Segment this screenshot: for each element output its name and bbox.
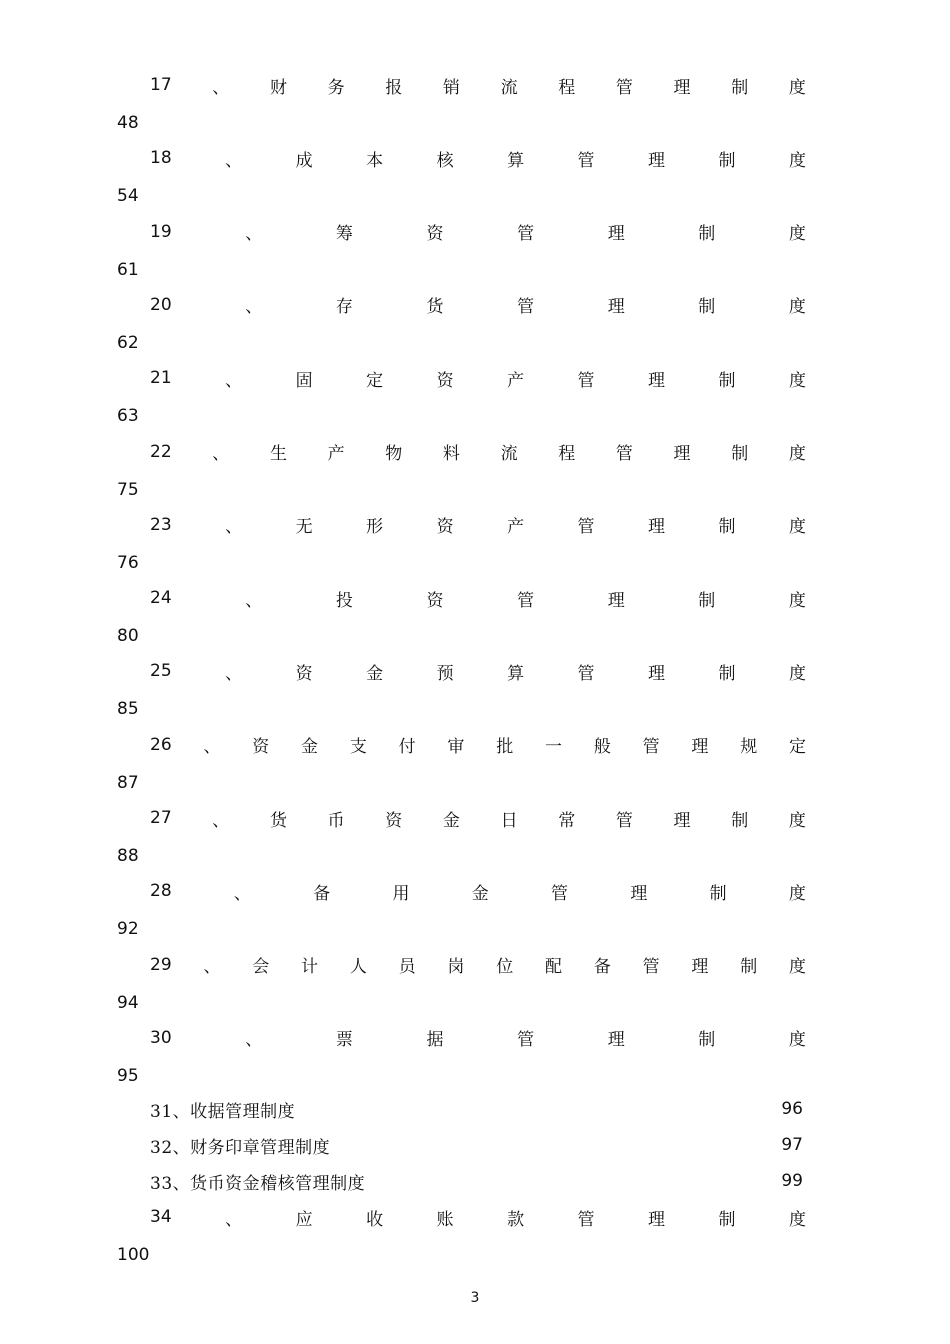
toc-entry-title-char: 务 bbox=[327, 77, 345, 98]
toc-entry-title-char: 产 bbox=[507, 370, 525, 391]
toc-entry-number: 26 bbox=[150, 734, 172, 755]
toc-entry-title-char: 报 bbox=[385, 77, 403, 98]
toc-entry-title: 33、货币资金稽核管理制度 bbox=[150, 1173, 366, 1194]
toc-entry-title-char: 度 bbox=[788, 444, 806, 464]
toc-entry-title-char: 岗 bbox=[447, 957, 465, 978]
toc-entry-title-char: 制 bbox=[698, 1030, 716, 1051]
toc-entry-title-char: 流 bbox=[500, 444, 518, 464]
toc-entry-title-char: 理 bbox=[607, 224, 625, 245]
toc-entry-page-number: 100 bbox=[117, 1245, 150, 1265]
toc-entry-page-number: 92 bbox=[117, 919, 139, 940]
toc-entry-title-char: 人 bbox=[349, 957, 367, 978]
toc-entry-title-char: 度 bbox=[789, 150, 806, 171]
toc-entry-title-char: 理 bbox=[673, 810, 691, 831]
toc-entry-number: 30 bbox=[150, 1027, 172, 1048]
toc-entry-title-char: 审 bbox=[447, 737, 465, 758]
toc-entry-title-char: 程 bbox=[558, 444, 576, 464]
toc-entry-title: 31、收据管理制度 bbox=[150, 1101, 296, 1122]
toc-entry-title-char: 核 bbox=[436, 150, 454, 171]
toc-entry-title-char: 度 bbox=[788, 297, 806, 318]
toc-entry-title-char: 制 bbox=[718, 663, 736, 684]
toc-entry-page-number: 88 bbox=[117, 846, 139, 866]
toc-entry-title-char: 收 bbox=[366, 1209, 384, 1230]
toc-entry-title-char: 理 bbox=[673, 444, 691, 464]
toc-entry-separator: 、 bbox=[233, 883, 251, 904]
toc-entry-title-char: 理 bbox=[691, 957, 709, 978]
toc-entry-title-char: 理 bbox=[607, 1030, 625, 1051]
toc-entry-title-char: 制 bbox=[731, 810, 749, 831]
toc-entry-title-char: 资 bbox=[385, 810, 403, 831]
toc-entry-title-char: 用 bbox=[392, 883, 410, 904]
toc-entry-title-char: 筹 bbox=[335, 224, 353, 245]
toc-entry-title-char: 定 bbox=[366, 370, 384, 391]
toc-entry-title-char: 度 bbox=[788, 590, 806, 611]
toc-entry-title-char: 生 bbox=[269, 444, 287, 464]
toc-entry-page-number: 75 bbox=[117, 479, 139, 500]
toc-entry-title-char: 管 bbox=[517, 297, 535, 318]
toc-entry-title-char: 会 bbox=[252, 957, 270, 978]
toc-entry-title-char: 度 bbox=[789, 663, 806, 684]
toc-entry-title-char: 金 bbox=[442, 810, 460, 831]
toc-entry-title-char: 金 bbox=[366, 663, 384, 684]
toc-entry-title-char: 管 bbox=[517, 1030, 535, 1051]
toc-entry-page-number: 63 bbox=[117, 406, 139, 427]
toc-entry-title-line bbox=[150, 146, 806, 170]
toc-entry-page-number: 87 bbox=[117, 772, 139, 793]
toc-entry-title-char: 资 bbox=[436, 370, 454, 391]
toc-entry-title-char: 支 bbox=[349, 737, 367, 758]
toc-entry-title-char: 付 bbox=[398, 737, 416, 758]
toc-entry-title-char: 资 bbox=[252, 737, 270, 758]
toc-entry-title-char: 制 bbox=[698, 297, 716, 318]
toc-entry-separator: 、 bbox=[225, 663, 243, 684]
toc-entry-title-char: 管 bbox=[615, 444, 633, 464]
toc-entry[interactable] bbox=[150, 1133, 806, 1157]
toc-entry-title-char: 固 bbox=[295, 370, 313, 391]
toc-entry-title-line bbox=[150, 733, 806, 757]
toc-entry-separator: 、 bbox=[225, 517, 243, 538]
toc-entry-title-char: 产 bbox=[327, 444, 345, 464]
toc-entry-title-char: 管 bbox=[517, 224, 535, 245]
toc-entry-title-char: 规 bbox=[740, 737, 758, 758]
toc-entry-title-line bbox=[150, 806, 806, 830]
toc-entry-title-char: 预 bbox=[436, 663, 454, 684]
toc-entry-title-char: 理 bbox=[630, 883, 648, 904]
toc-entry-title-char: 管 bbox=[577, 663, 595, 684]
toc-entry-title-line bbox=[150, 953, 806, 977]
toc-entry-title-char: 般 bbox=[593, 737, 611, 758]
toc-entry-title-char: 批 bbox=[496, 737, 514, 758]
toc-entry-title-char: 度 bbox=[788, 1030, 806, 1051]
toc-entry-title-char: 制 bbox=[718, 150, 736, 171]
toc-entry-page-number: 95 bbox=[117, 1065, 139, 1086]
toc-entry-title-char: 制 bbox=[709, 883, 727, 904]
toc-entry-number: 17 bbox=[150, 75, 172, 95]
toc-entry-number: 21 bbox=[150, 368, 172, 389]
toc-entry-title-char: 制 bbox=[718, 1209, 736, 1230]
toc-entry-title-line bbox=[150, 73, 806, 97]
toc-entry-title-char: 一 bbox=[545, 737, 563, 758]
toc-entry-title-char: 管 bbox=[642, 957, 660, 978]
toc-entry-title-char: 定 bbox=[789, 737, 806, 758]
toc-entry-number: 19 bbox=[150, 221, 172, 242]
toc-entry[interactable] bbox=[150, 1097, 806, 1121]
toc-entry-number: 27 bbox=[150, 808, 172, 828]
toc-entry-title-line bbox=[150, 659, 806, 683]
toc-entry-separator: 、 bbox=[245, 224, 263, 245]
toc-entry[interactable] bbox=[150, 1169, 806, 1193]
toc-entry-separator: 、 bbox=[212, 810, 230, 831]
toc-entry-title-char: 度 bbox=[788, 77, 806, 98]
toc-entry-title-char: 配 bbox=[545, 957, 563, 978]
toc-entry-title-char: 理 bbox=[607, 297, 625, 318]
toc-entry-page-number: 85 bbox=[117, 699, 139, 720]
toc-entry-title-char: 备 bbox=[593, 957, 611, 978]
page-footer-number: 3 bbox=[470, 1290, 480, 1306]
toc-entry-title-char: 款 bbox=[507, 1209, 525, 1230]
toc-entry-title-char: 账 bbox=[436, 1209, 454, 1230]
toc-entry-title-char: 物 bbox=[385, 444, 403, 464]
toc-entry-number: 24 bbox=[150, 588, 172, 609]
toc-entry-title-char: 理 bbox=[648, 663, 666, 684]
toc-entry-title-char: 资 bbox=[426, 224, 444, 245]
toc-entry-title-char: 财 bbox=[269, 77, 287, 98]
toc-entry-title-char: 管 bbox=[577, 150, 595, 171]
toc-entry-title-char: 本 bbox=[366, 150, 384, 171]
toc-entry-title-char: 制 bbox=[731, 444, 749, 464]
toc-entry-title-char: 币 bbox=[327, 810, 345, 831]
toc-entry-title-char: 管 bbox=[642, 737, 660, 758]
toc-entry-title-char: 资 bbox=[295, 663, 313, 684]
toc-entry-title-char: 成 bbox=[295, 150, 313, 171]
toc-entry-title-line bbox=[150, 440, 806, 464]
toc-entry-title-char: 无 bbox=[295, 517, 313, 538]
toc-entry-title-char: 资 bbox=[426, 590, 444, 611]
toc-entry-page-number: 80 bbox=[117, 626, 139, 647]
toc-entry-title-char: 制 bbox=[740, 957, 758, 978]
toc-entry-title-char: 算 bbox=[507, 663, 525, 684]
toc-entry-title-char: 管 bbox=[577, 370, 595, 391]
toc-entry-separator: 、 bbox=[225, 150, 243, 171]
toc-entry-separator: 、 bbox=[212, 77, 230, 98]
toc-entry-title-char: 理 bbox=[691, 737, 709, 758]
toc-entry-page-number: 54 bbox=[117, 186, 139, 207]
toc-entry-title-char: 制 bbox=[718, 370, 736, 391]
toc-entry-title-char: 度 bbox=[789, 1209, 806, 1230]
toc-entry-page-number: 62 bbox=[117, 332, 139, 353]
toc-entry-title-char: 流 bbox=[500, 77, 518, 98]
toc-entry-title-char: 货 bbox=[426, 297, 444, 318]
toc-entry-title-line bbox=[150, 513, 806, 537]
toc-entry-title-char: 度 bbox=[789, 517, 806, 538]
toc-entry-title-char: 制 bbox=[698, 590, 716, 611]
toc-entry-title-char: 理 bbox=[607, 590, 625, 611]
toc-entry-title-line bbox=[150, 1026, 806, 1050]
toc-entry-title-char: 度 bbox=[789, 957, 806, 978]
toc-entry-title-char: 常 bbox=[558, 810, 576, 831]
toc-entry-title-char: 度 bbox=[788, 224, 806, 245]
toc-entry-title-char: 管 bbox=[551, 883, 569, 904]
toc-entry-title-char: 制 bbox=[698, 224, 716, 245]
toc-entry-number: 25 bbox=[150, 661, 172, 682]
toc-entry-title-char: 位 bbox=[496, 957, 514, 978]
toc-entry-title-char: 投 bbox=[335, 590, 353, 611]
toc-entry-title-char: 料 bbox=[442, 444, 460, 464]
toc-entry-title-char: 理 bbox=[673, 77, 691, 98]
toc-entry-page-number: 48 bbox=[117, 113, 139, 133]
toc-entry-title-char: 制 bbox=[731, 77, 749, 98]
toc-entry-number: 20 bbox=[150, 294, 172, 315]
toc-entry-title-char: 管 bbox=[577, 517, 595, 538]
toc-entry-title-char: 度 bbox=[789, 370, 806, 391]
toc-entry-number: 28 bbox=[150, 881, 172, 902]
toc-entry-title-char: 计 bbox=[301, 957, 319, 978]
toc-entry-title-char: 管 bbox=[517, 590, 535, 611]
toc-entry-title-char: 据 bbox=[426, 1030, 444, 1051]
toc-entry-title-char: 算 bbox=[507, 150, 525, 171]
toc-entry-page-number: 99 bbox=[781, 1171, 803, 1191]
toc-entry-title-char: 资 bbox=[436, 517, 454, 538]
toc-entry-number: 29 bbox=[150, 954, 172, 975]
toc-entry-title-line bbox=[150, 366, 806, 390]
toc-entry-number: 18 bbox=[150, 148, 172, 169]
toc-entry-title-char: 备 bbox=[313, 883, 331, 904]
toc-entry-separator: 、 bbox=[212, 444, 230, 464]
toc-entry-title-char: 度 bbox=[788, 883, 806, 904]
toc-entry-title-char: 理 bbox=[648, 150, 666, 171]
toc-entry-title-char: 金 bbox=[471, 883, 489, 904]
toc-entry-separator: 、 bbox=[225, 370, 243, 391]
toc-entry-separator: 、 bbox=[245, 590, 263, 611]
toc-entry-title-char: 金 bbox=[301, 737, 319, 758]
toc-entry-title-line bbox=[150, 293, 806, 317]
toc-entry-separator: 、 bbox=[203, 737, 221, 758]
toc-entry-number: 23 bbox=[150, 514, 172, 535]
toc-entry-title-char: 销 bbox=[442, 77, 460, 98]
toc-entry-title-line bbox=[150, 220, 806, 244]
toc-entry-title-char: 管 bbox=[615, 810, 633, 831]
toc-entry-title-char: 理 bbox=[648, 370, 666, 391]
toc-entry-title-char: 管 bbox=[577, 1209, 595, 1230]
toc-entry-page-number: 96 bbox=[781, 1099, 803, 1119]
toc-entry-title-line bbox=[150, 1205, 806, 1229]
toc-entry-title-char: 应 bbox=[295, 1209, 313, 1230]
toc-entry-title-char: 形 bbox=[366, 517, 384, 538]
toc-entry-title-char: 日 bbox=[500, 810, 518, 831]
toc-entry-page-number: 97 bbox=[781, 1135, 803, 1155]
toc-entry-page-number: 76 bbox=[117, 552, 139, 573]
toc-entry-title-char: 货 bbox=[269, 810, 287, 831]
toc-entry-title-char: 度 bbox=[788, 810, 806, 831]
toc-entry-page-number: 61 bbox=[117, 259, 139, 280]
toc-entry-separator: 、 bbox=[245, 1030, 263, 1051]
toc-entry-title-line bbox=[150, 879, 806, 903]
toc-entry-title-char: 产 bbox=[507, 517, 525, 538]
toc-entry-title: 32、财务印章管理制度 bbox=[150, 1137, 331, 1158]
toc-entry-page-number: 94 bbox=[117, 992, 139, 1013]
toc-entry-number: 22 bbox=[150, 441, 172, 462]
toc-entry-separator: 、 bbox=[203, 957, 221, 978]
toc-entry-title-char: 存 bbox=[335, 297, 353, 318]
toc-entry-title-char: 理 bbox=[648, 1209, 666, 1230]
toc-entry-title-line bbox=[150, 586, 806, 610]
toc-entry-title-char: 程 bbox=[558, 77, 576, 98]
toc-entry-number: 34 bbox=[150, 1207, 172, 1227]
toc-entry-separator: 、 bbox=[225, 1209, 243, 1230]
toc-entry-title-char: 管 bbox=[615, 77, 633, 98]
toc-entry-title-char: 制 bbox=[718, 517, 736, 538]
toc-entry-separator: 、 bbox=[245, 297, 263, 318]
toc-entry-title-char: 理 bbox=[648, 517, 666, 538]
toc-entry-title-char: 票 bbox=[335, 1030, 353, 1051]
toc-entry-title-char: 员 bbox=[398, 957, 416, 978]
